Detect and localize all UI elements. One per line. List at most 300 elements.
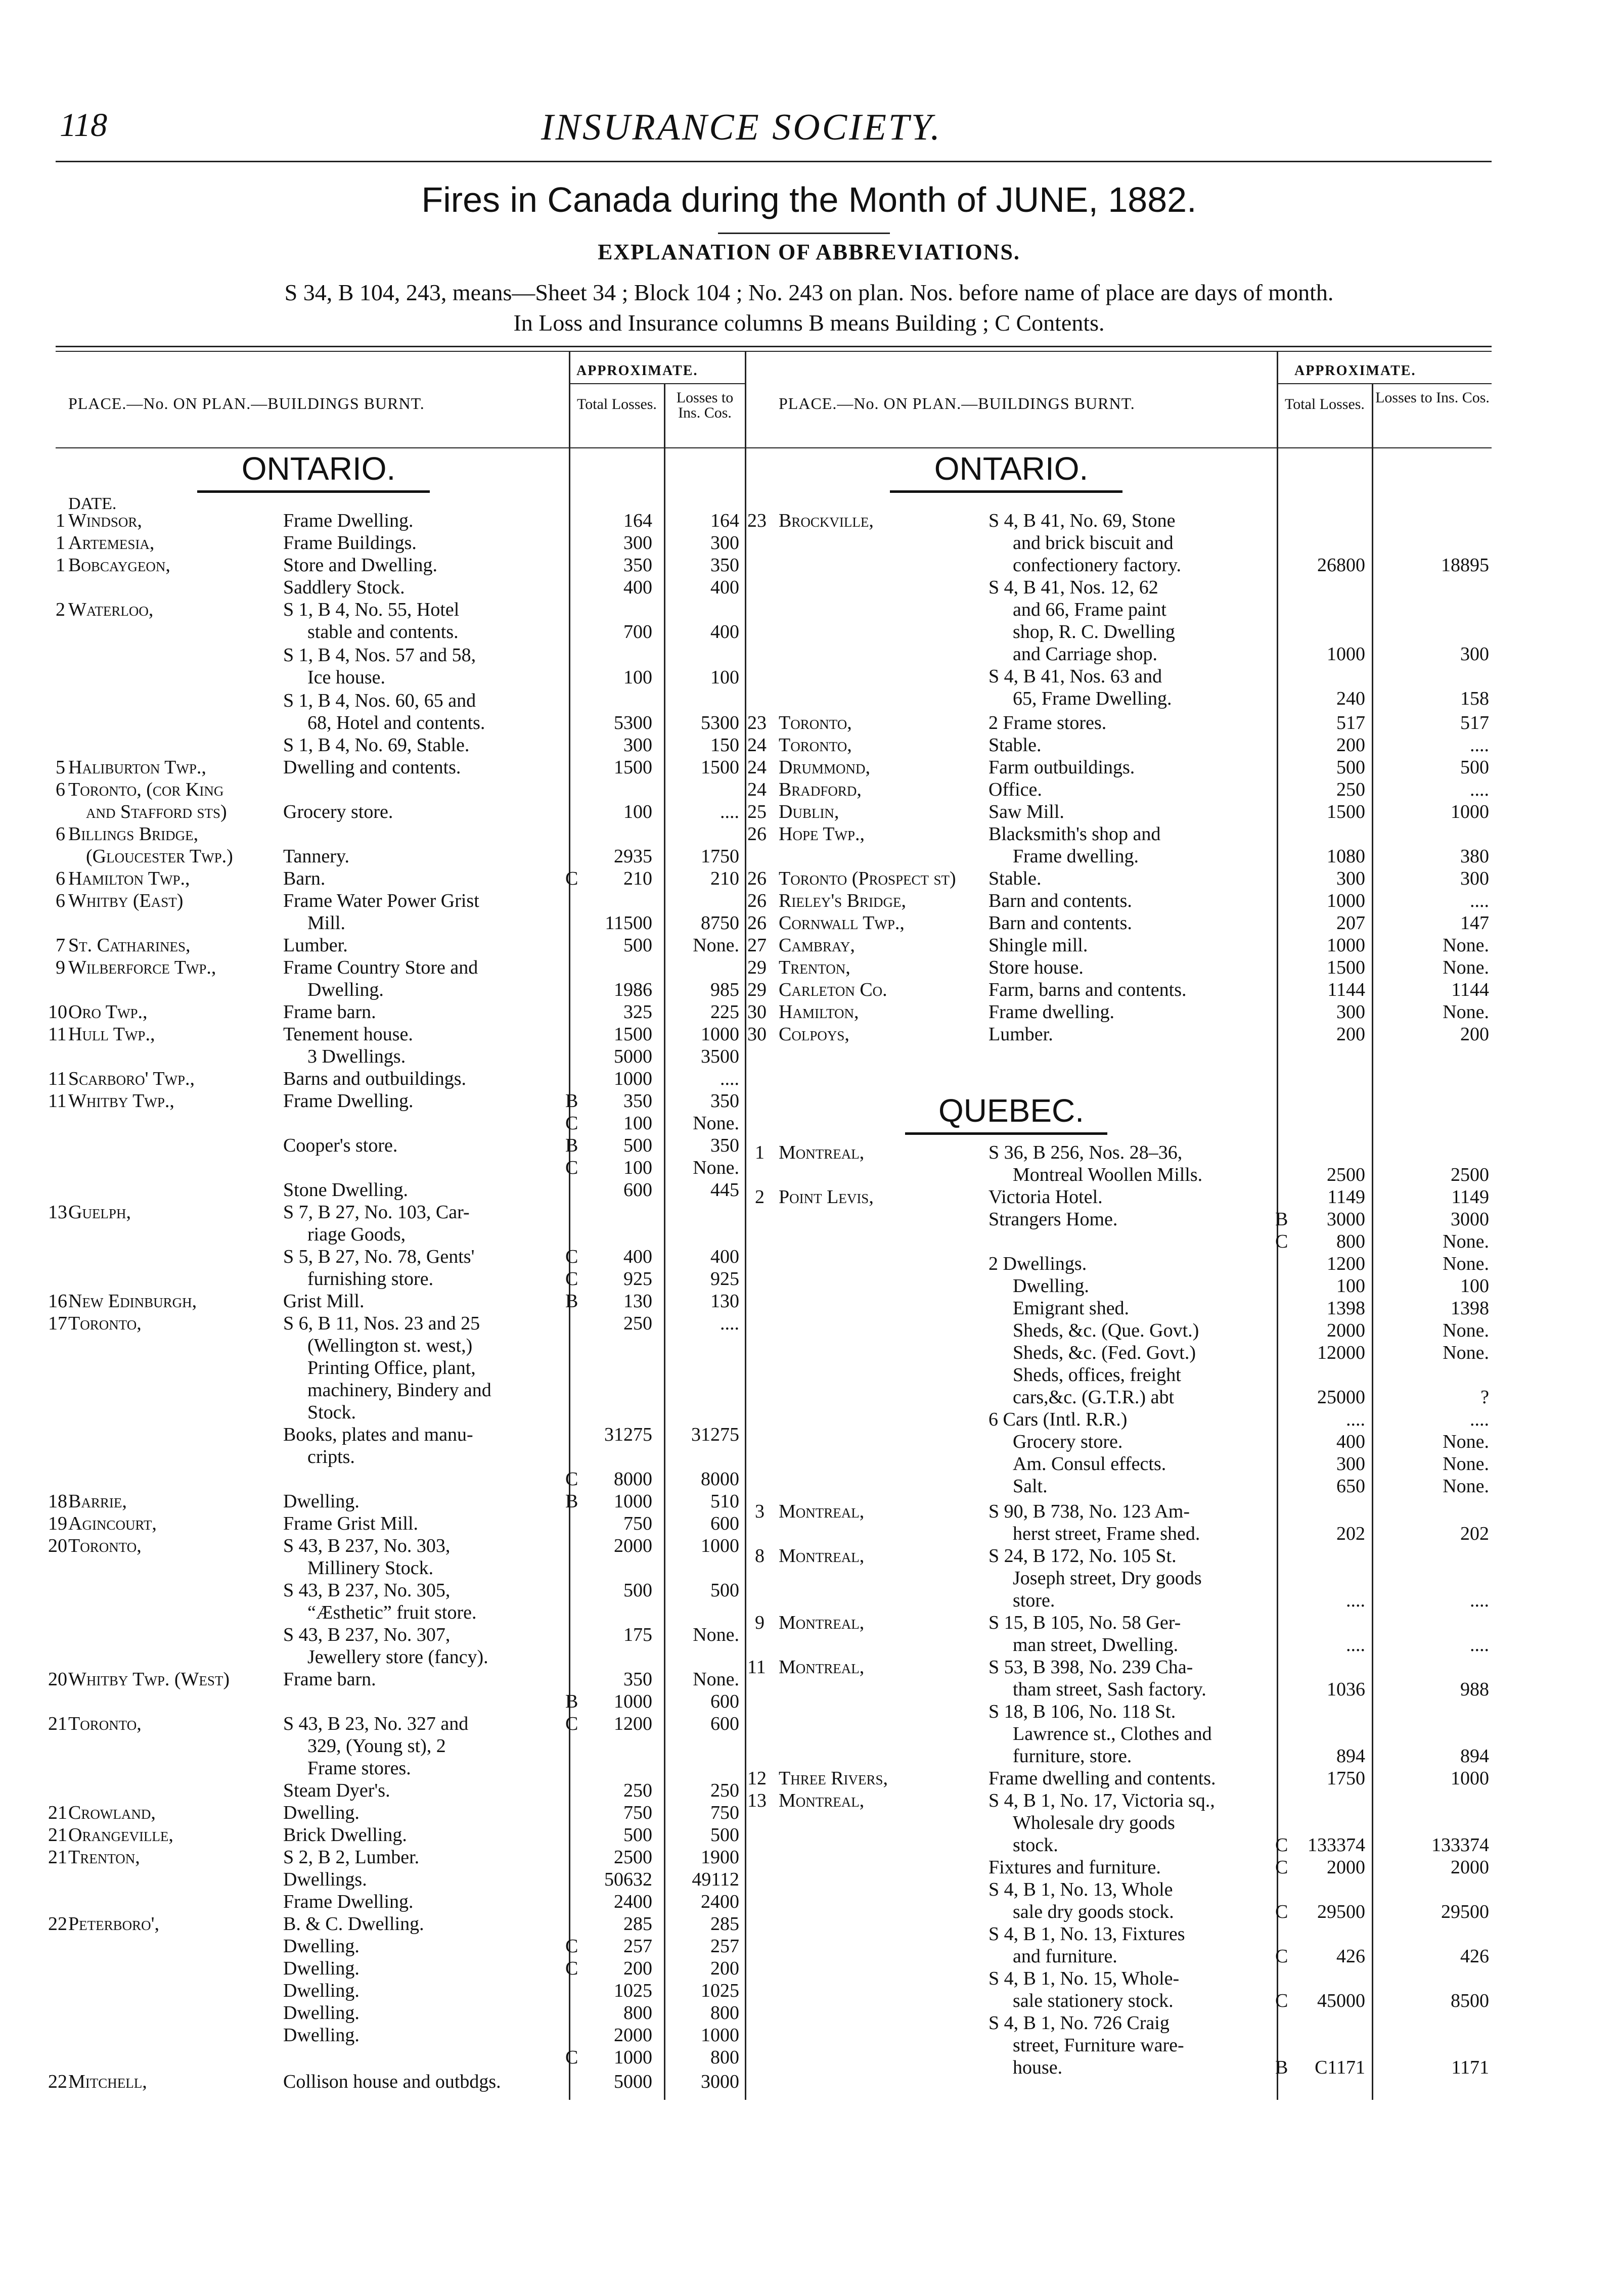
- building-description: S 1, B 4, No. 69, Stable.: [283, 734, 470, 756]
- day-number: 21: [48, 1824, 67, 1846]
- insurance-losses-value: 1000: [701, 2025, 739, 2046]
- place-name: Wilberforce Twp.,: [68, 957, 216, 978]
- day-number: 24: [747, 779, 767, 800]
- insurance-losses-value: 2500: [1451, 1164, 1489, 1185]
- place-name: Montreal,: [779, 1790, 865, 1811]
- place-name: Toronto (Prospect st): [779, 868, 956, 889]
- building-description: Sheds, offices, freight: [1013, 1364, 1181, 1386]
- place-name: Toronto,: [779, 712, 852, 733]
- building-description: S 1, B 4, Nos. 60, 65 and: [283, 690, 476, 711]
- building-description: sale stationery stock.: [1013, 1990, 1174, 2011]
- insurance-losses-value: 8000: [701, 1468, 739, 1490]
- insurance-losses-value: 100: [710, 667, 739, 688]
- total-losses-value: 8000: [614, 1468, 652, 1490]
- right-province-ontario: ONTARIO.: [934, 450, 1089, 487]
- total-losses-value: 100: [623, 1157, 652, 1178]
- insurance-losses-value: ....: [720, 1313, 739, 1334]
- day-number: 20: [48, 1535, 67, 1556]
- insurance-losses-value: None.: [1443, 1231, 1489, 1252]
- insurance-losses-value: None.: [693, 1669, 739, 1690]
- building-description: 65, Frame Dwelling.: [1013, 688, 1172, 709]
- loss-type-mark: B: [565, 1691, 578, 1712]
- place-name: Artemesia,: [68, 532, 155, 554]
- total-losses-value: 12000: [1317, 1342, 1365, 1363]
- place-name: Dublin,: [779, 801, 839, 822]
- day-number: 6: [56, 890, 65, 911]
- day-number: 29: [747, 979, 767, 1000]
- building-description: Dwelling.: [1013, 1275, 1089, 1297]
- total-losses-value: 207: [1336, 912, 1365, 934]
- total-losses-value: 1144: [1327, 979, 1365, 1000]
- total-losses-value: 925: [623, 1268, 652, 1290]
- building-description: Store house.: [988, 957, 1084, 978]
- day-number: 22: [48, 2071, 67, 2092]
- building-description: Barn and contents.: [988, 912, 1132, 934]
- insurance-losses-value: 1000: [701, 1535, 739, 1556]
- place-name: Hamilton Twp.,: [68, 868, 190, 889]
- insurance-losses-value: 985: [710, 979, 739, 1000]
- building-description: confectionery factory.: [1013, 555, 1182, 576]
- building-description: S 7, B 27, No. 103, Car-: [283, 1202, 470, 1223]
- total-losses-value: ....: [1346, 1409, 1365, 1430]
- right-approx-header: APPROXIMATE.: [1294, 363, 1416, 379]
- insurance-losses-value: 380: [1460, 846, 1489, 867]
- building-description: S 1, B 4, No. 55, Hotel: [283, 599, 460, 620]
- running-head: INSURANCE SOCIETY.: [541, 107, 942, 148]
- total-losses-value: 517: [1336, 712, 1365, 733]
- building-description: Frame Buildings.: [283, 532, 417, 554]
- building-description: S 90, B 738, No. 123 Am-: [988, 1501, 1190, 1522]
- day-number: 1: [56, 532, 65, 554]
- place-name: Montreal,: [779, 1545, 865, 1567]
- building-description: S 43, B 237, No. 307,: [283, 1624, 451, 1645]
- day-number: 30: [747, 1001, 767, 1023]
- place-name: Montreal,: [779, 1657, 865, 1678]
- building-description: S 5, B 27, No. 78, Gents': [283, 1246, 475, 1267]
- place-name: Cornwall Twp.,: [779, 912, 905, 934]
- building-description: Farm outbuildings.: [988, 757, 1135, 778]
- insurance-losses-value: 200: [1460, 1024, 1489, 1045]
- building-description: Shingle mill.: [988, 935, 1088, 956]
- building-description: Grist Mill.: [283, 1291, 365, 1312]
- total-losses-value: 202: [1336, 1523, 1365, 1544]
- insurance-losses-value: 210: [710, 868, 739, 889]
- insurance-losses-value: 1171: [1451, 2057, 1489, 2078]
- day-number: 6: [56, 823, 65, 845]
- insurance-losses-value: None.: [1443, 1431, 1489, 1452]
- page-title: Fires in Canada during the Month of JUNE, 1882.: [421, 180, 1197, 219]
- insurance-losses-value: None.: [693, 1624, 739, 1645]
- left-ins-header: Losses to Ins. Cos.: [676, 389, 734, 421]
- insurance-losses-value: 500: [710, 1580, 739, 1601]
- day-number: 9: [755, 1612, 765, 1633]
- total-losses-value: 2000: [614, 1535, 652, 1556]
- place-name: Three Rivers,: [779, 1768, 888, 1789]
- building-description: S 4, B 1, No. 17, Victoria sq.,: [988, 1790, 1215, 1811]
- day-number: 18: [48, 1491, 67, 1512]
- day-number: 29: [747, 957, 767, 978]
- place-name: Mitchell,: [68, 2071, 147, 2092]
- place-name: Bradford,: [779, 779, 862, 800]
- building-description: Ice house.: [307, 667, 386, 688]
- day-number: 16: [48, 1291, 67, 1312]
- place-name: Billings Bridge,: [68, 823, 199, 845]
- total-losses-value: 5300: [614, 712, 652, 733]
- total-losses-value: 400: [623, 1246, 652, 1267]
- right-place-header: PLACE.—No. ON PLAN.—BUILDINGS BURNT.: [779, 394, 1135, 412]
- total-losses-value: ....: [1346, 1634, 1365, 1656]
- building-description: Dwelling.: [283, 1802, 359, 1823]
- insurance-losses-value: 800: [710, 2002, 739, 2024]
- building-description: Brick Dwelling.: [283, 1824, 407, 1846]
- insurance-losses-value: 150: [710, 734, 739, 756]
- day-number: 26: [747, 823, 767, 845]
- insurance-losses-value: 164: [710, 510, 739, 531]
- building-description: Lumber.: [988, 1024, 1053, 1045]
- insurance-losses-value: 31275: [691, 1424, 739, 1445]
- building-description: S 4, B 41, Nos. 12, 62: [988, 577, 1158, 598]
- right-approx-rule: [1278, 383, 1492, 384]
- building-description: Lumber.: [283, 935, 348, 956]
- place-name: Drummond,: [779, 757, 870, 778]
- insurance-losses-value: ....: [1470, 890, 1489, 911]
- place-name: Whitby (East): [68, 890, 184, 911]
- total-losses-value: 1025: [614, 1980, 652, 2001]
- total-losses-value: 300: [1336, 868, 1365, 889]
- building-description: Frame Grist Mill.: [283, 1513, 419, 1534]
- insurance-losses-value: ....: [720, 1068, 739, 1089]
- building-description: riage Goods,: [307, 1224, 406, 1245]
- place-name: Toronto,: [68, 1713, 142, 1734]
- building-description: herst street, Frame shed.: [1013, 1523, 1200, 1544]
- right-ins-header: Losses to Ins. Cos.: [1375, 389, 1490, 406]
- place-name: Trenton,: [779, 957, 850, 978]
- building-description: and furniture.: [1013, 1946, 1117, 1967]
- total-losses-value: ....: [1346, 1590, 1365, 1611]
- total-losses-value: 1000: [1327, 935, 1365, 956]
- building-description: Sheds, &c. (Fed. Govt.): [1013, 1342, 1196, 1363]
- place-name: Peterboro',: [68, 1913, 159, 1935]
- total-losses-value: 240: [1336, 688, 1365, 709]
- left-approx-header: APPROXIMATE.: [576, 363, 698, 379]
- total-losses-value: 200: [1336, 734, 1365, 756]
- insurance-losses-value: 400: [710, 1246, 739, 1267]
- total-losses-value: 200: [623, 1958, 652, 1979]
- day-number: 21: [48, 1847, 67, 1868]
- building-description: machinery, Bindery and: [307, 1380, 491, 1401]
- total-losses-value: 2500: [1327, 1164, 1365, 1185]
- loss-type-mark: B: [565, 1090, 578, 1112]
- loss-type-mark: C: [1275, 1231, 1288, 1252]
- loss-type-mark: C: [565, 1713, 578, 1734]
- building-description: street, Furniture ware-: [1013, 2035, 1184, 2056]
- insurance-losses-value: ....: [720, 801, 739, 822]
- loss-type-mark: B: [565, 1135, 578, 1156]
- day-number: 1: [56, 555, 65, 576]
- building-description: Joseph street, Dry goods: [1013, 1568, 1202, 1589]
- insurance-losses-value: 5300: [701, 712, 739, 733]
- insurance-losses-value: 285: [710, 1913, 739, 1935]
- place-name: Carleton Co.: [779, 979, 887, 1000]
- total-losses-value: 1036: [1327, 1679, 1365, 1700]
- insurance-losses-value: 250: [710, 1780, 739, 1801]
- place-name: Whitby Twp. (West): [68, 1669, 230, 1690]
- total-losses-value: 300: [1336, 1001, 1365, 1023]
- quebec-rule: [905, 1132, 1107, 1135]
- day-number: 8: [755, 1545, 765, 1567]
- building-description: furnishing store.: [307, 1268, 434, 1290]
- insurance-losses-value: 18895: [1441, 555, 1489, 576]
- building-description: Emigrant shed.: [1013, 1298, 1130, 1319]
- left-place-header: PLACE.—No. ON PLAN.—BUILDINGS BURNT.: [68, 394, 425, 412]
- building-description: house.: [1013, 2057, 1063, 2078]
- day-number: 1: [755, 1142, 765, 1163]
- title-rule: [718, 233, 890, 234]
- place-name: Trenton,: [68, 1847, 140, 1868]
- building-description: Printing Office, plant,: [307, 1357, 476, 1379]
- explanation-line-2: In Loss and Insurance columns B means Building ; C Contents.: [513, 310, 1105, 336]
- total-losses-value: 100: [1336, 1275, 1365, 1297]
- right-total-header: Total Losses.: [1285, 396, 1365, 412]
- day-number: 21: [48, 1802, 67, 1823]
- building-description: Victoria Hotel.: [988, 1186, 1103, 1208]
- total-losses-value: 257: [623, 1936, 652, 1957]
- left-province-rule: [197, 490, 430, 493]
- day-number: 11: [48, 1024, 67, 1045]
- day-number: 19: [48, 1513, 67, 1534]
- building-description: Barns and outbuildings.: [283, 1068, 467, 1089]
- insurance-losses-value: 130: [710, 1291, 739, 1312]
- building-description: 2 Frame stores.: [988, 712, 1107, 733]
- day-number: 23: [747, 510, 767, 531]
- insurance-losses-value: 350: [710, 1090, 739, 1112]
- insurance-losses-value: None.: [1443, 1342, 1489, 1363]
- building-description: B. & C. Dwelling.: [283, 1913, 424, 1935]
- total-losses-value: 500: [1336, 757, 1365, 778]
- building-description: Dwelling.: [283, 1936, 359, 1957]
- building-description: Dwelling.: [307, 979, 384, 1000]
- insurance-losses-value: 3500: [701, 1046, 739, 1067]
- total-losses-value: 31275: [604, 1424, 652, 1445]
- insurance-losses-value: None.: [693, 1113, 739, 1134]
- building-description: 329, (Young st), 2: [307, 1735, 446, 1757]
- insurance-losses-value: 517: [1460, 712, 1489, 733]
- insurance-losses-value: 500: [710, 1824, 739, 1846]
- building-description: S 6, B 11, Nos. 23 and 25: [283, 1313, 480, 1334]
- building-description: Blacksmith's shop and: [988, 823, 1161, 845]
- day-number: 27: [747, 935, 767, 956]
- total-losses-value: 175: [623, 1624, 652, 1645]
- place-name: Orangeville,: [68, 1824, 173, 1846]
- total-losses-value: 3000: [1327, 1209, 1365, 1230]
- building-description: Frame Water Power Grist: [283, 890, 479, 911]
- building-description: Dwellings.: [283, 1869, 367, 1890]
- total-losses-value: 1000: [614, 2047, 652, 2068]
- total-losses-value: C1171: [1315, 2057, 1365, 2078]
- insurance-losses-value: 1750: [701, 846, 739, 867]
- building-description: Steam Dyer's.: [283, 1780, 390, 1801]
- total-losses-value: 5000: [614, 1046, 652, 1067]
- insurance-losses-value: 3000: [1451, 1209, 1489, 1230]
- building-description: 68, Hotel and contents.: [307, 712, 485, 733]
- left-total-header: Total Losses.: [577, 396, 657, 412]
- loss-type-mark: C: [1275, 1834, 1288, 1856]
- building-description: Grocery store.: [1013, 1431, 1123, 1452]
- loss-type-mark: C: [1275, 1901, 1288, 1922]
- total-losses-value: 400: [623, 577, 652, 598]
- building-description: Salt.: [1013, 1476, 1048, 1497]
- total-losses-value: 1500: [614, 757, 652, 778]
- insurance-losses-value: 925: [710, 1268, 739, 1290]
- insurance-losses-value: None.: [1443, 957, 1489, 978]
- building-description: store.: [1013, 1590, 1055, 1611]
- day-number: 22: [48, 1913, 67, 1935]
- day-number: 24: [747, 734, 767, 756]
- place-name: Scarboro' Twp.,: [68, 1068, 195, 1089]
- building-description: S 4, B 1, No. 726 Craig: [988, 2012, 1170, 2034]
- day-number: 30: [747, 1024, 767, 1045]
- total-losses-value: 400: [1336, 1431, 1365, 1452]
- day-number: 20: [48, 1669, 67, 1690]
- explanation-line-1: S 34, B 104, 243, means—Sheet 34 ; Block 104 ; No. 243 on plan. Nos. before name of place are days of month.: [284, 280, 1334, 305]
- total-losses-value: 2000: [1327, 1857, 1365, 1878]
- total-losses-value: 500: [623, 1135, 652, 1156]
- insurance-losses-value: 1144: [1451, 979, 1489, 1000]
- building-description: S 36, B 256, Nos. 28–36,: [988, 1142, 1183, 1163]
- day-number: 26: [747, 890, 767, 911]
- day-number: 21: [48, 1713, 67, 1734]
- total-losses-value: 1750: [1327, 1768, 1365, 1789]
- loss-type-mark: C: [565, 1113, 578, 1134]
- place-name: Bobcaygeon,: [68, 555, 170, 576]
- total-losses-value: 1000: [1327, 890, 1365, 911]
- insurance-losses-value: 100: [1460, 1275, 1489, 1297]
- insurance-losses-value: 500: [1460, 757, 1489, 778]
- building-description: Frame barn.: [283, 1669, 376, 1690]
- day-number: 3: [755, 1501, 765, 1522]
- total-losses-value: 500: [623, 1580, 652, 1601]
- total-losses-value: 50632: [604, 1869, 652, 1890]
- insurance-losses-value: 510: [710, 1491, 739, 1512]
- insurance-losses-value: 8500: [1451, 1990, 1489, 2011]
- building-description: Collison house and outbdgs.: [283, 2071, 501, 2092]
- day-number: 25: [747, 801, 767, 822]
- insurance-losses-value: 750: [710, 1802, 739, 1823]
- building-description: Lawrence st., Clothes and: [1013, 1723, 1212, 1744]
- insurance-losses-value: 200: [710, 1958, 739, 1979]
- insurance-losses-value: 147: [1460, 912, 1489, 934]
- total-losses-value: 164: [623, 510, 652, 531]
- insurance-losses-value: 300: [710, 532, 739, 554]
- total-losses-value: 100: [623, 1113, 652, 1134]
- total-losses-value: 1500: [1327, 957, 1365, 978]
- total-losses-value: 11500: [605, 912, 652, 934]
- place-name: Montreal,: [779, 1501, 865, 1522]
- day-number: 7: [56, 935, 65, 956]
- building-description: Montreal Woollen Mills.: [1013, 1164, 1203, 1185]
- building-description: Stone Dwelling.: [283, 1179, 408, 1201]
- insurance-losses-value: 2000: [1451, 1857, 1489, 1878]
- day-number: 11: [747, 1657, 766, 1678]
- place-name: Toronto,: [68, 1535, 142, 1556]
- total-losses-value: 1500: [614, 1024, 652, 1045]
- insurance-losses-value: 894: [1460, 1746, 1489, 1767]
- insurance-losses-value: 1398: [1451, 1298, 1489, 1319]
- insurance-losses-value: 300: [1460, 644, 1489, 665]
- place-name: Oro Twp.,: [68, 1001, 148, 1023]
- insurance-losses-value: 600: [710, 1713, 739, 1734]
- insurance-losses-value: 133374: [1431, 1834, 1489, 1856]
- building-description: Stable.: [988, 868, 1042, 889]
- building-description: cripts.: [307, 1446, 355, 1467]
- loss-type-mark: C: [565, 1468, 578, 1490]
- insurance-losses-value: 600: [710, 1513, 739, 1534]
- total-losses-value: 25000: [1317, 1387, 1365, 1408]
- day-number: 26: [747, 912, 767, 934]
- loss-type-mark: C: [565, 1958, 578, 1979]
- total-losses-value: 100: [623, 667, 652, 688]
- day-number: 23: [747, 712, 767, 733]
- insurance-losses-value: None.: [1443, 1253, 1489, 1274]
- building-description: Saddlery Stock.: [283, 577, 405, 598]
- place-name: Cambray,: [779, 935, 855, 956]
- page-number: 118: [60, 107, 108, 144]
- insurance-losses-value: 1149: [1451, 1186, 1489, 1208]
- total-losses-value: 1000: [614, 1068, 652, 1089]
- left-province-ontario: ONTARIO.: [241, 450, 396, 487]
- loss-type-mark: C: [565, 1157, 578, 1178]
- total-losses-value: 1149: [1327, 1186, 1365, 1208]
- date-label: DATE.: [68, 494, 117, 513]
- total-losses-value: 750: [623, 1513, 652, 1534]
- total-losses-value: 250: [1336, 779, 1365, 800]
- place-name: Montreal,: [779, 1142, 865, 1163]
- building-description: Frame dwelling.: [988, 1001, 1115, 1023]
- insurance-losses-value: None.: [1443, 1476, 1489, 1497]
- building-description: Dwelling.: [283, 2025, 359, 2046]
- building-description: Dwelling.: [283, 2002, 359, 2024]
- building-description: stable and contents.: [307, 621, 459, 642]
- loss-type-mark: C: [565, 1268, 578, 1290]
- place-name: and Stafford sts): [86, 801, 227, 822]
- building-description: Stable.: [988, 734, 1042, 756]
- place-name: New Edinburgh,: [68, 1291, 197, 1312]
- building-description: S 1, B 4, Nos. 57 and 58,: [283, 645, 476, 666]
- building-description: Farm, barns and contents.: [988, 979, 1187, 1000]
- loss-type-mark: C: [1275, 1990, 1288, 2011]
- building-description: S 4, B 41, Nos. 63 and: [988, 666, 1162, 687]
- loss-type-mark: B: [1275, 2057, 1288, 2078]
- insurance-losses-value: ....: [1470, 1634, 1489, 1656]
- insurance-losses-value: None.: [693, 935, 739, 956]
- building-description: Sheds, &c. (Que. Govt.): [1013, 1320, 1199, 1341]
- total-losses-value: 5000: [614, 2071, 652, 2092]
- insurance-losses-value: 988: [1460, 1679, 1489, 1700]
- total-losses-value: 130: [623, 1291, 652, 1312]
- place-name: Hope Twp.,: [779, 823, 865, 845]
- building-description: Stock.: [307, 1402, 356, 1423]
- total-losses-value: 1398: [1327, 1298, 1365, 1319]
- building-description: Fixtures and furniture.: [988, 1857, 1161, 1878]
- day-number: 6: [56, 868, 65, 889]
- building-description: Frame Country Store and: [283, 957, 478, 978]
- right-col-divider-2: [1372, 384, 1373, 2100]
- place-name: Hull Twp.,: [68, 1024, 155, 1045]
- building-description: Frame dwelling.: [1013, 846, 1139, 867]
- total-losses-value: 26800: [1317, 555, 1365, 576]
- insurance-losses-value: ?: [1480, 1387, 1489, 1408]
- left-col-divider-1: [569, 351, 570, 2100]
